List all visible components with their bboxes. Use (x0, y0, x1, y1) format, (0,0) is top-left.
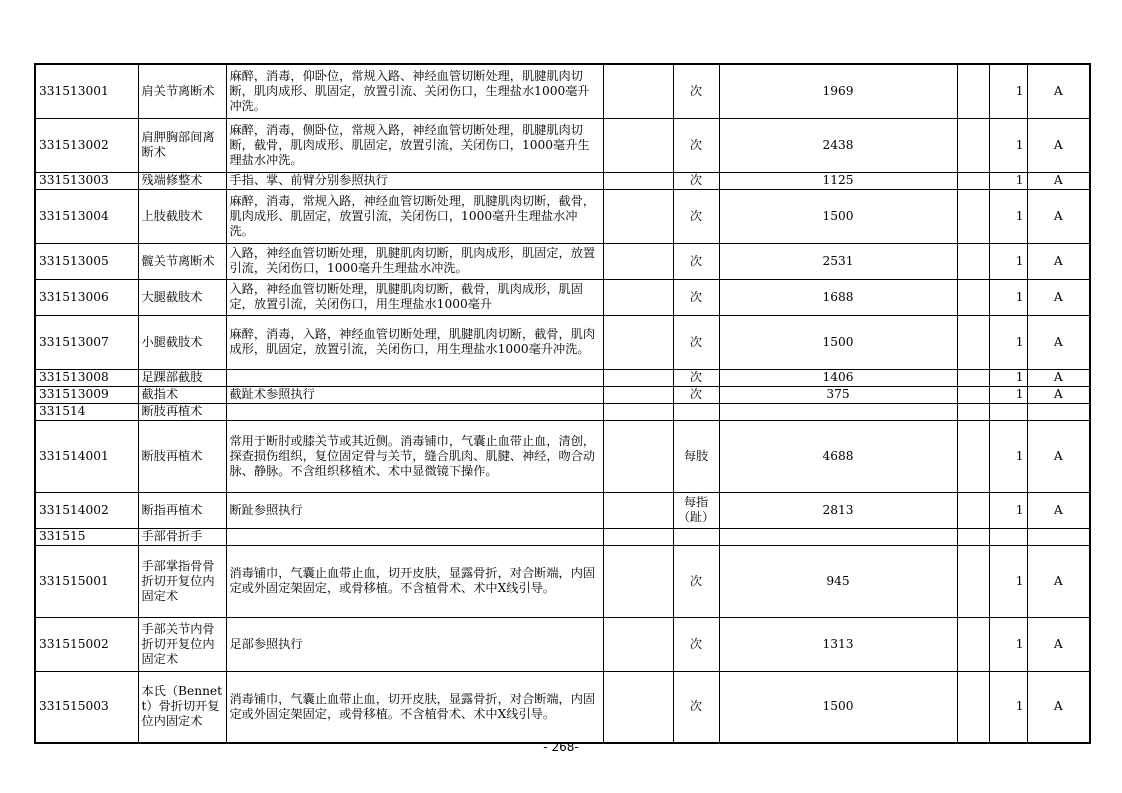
item-class-cell: A (1027, 315, 1090, 369)
item-code-cell: 331514 (35, 403, 138, 420)
item-content-cell: 断趾参照执行 (226, 492, 603, 528)
item-content-cell: 麻醉，消毒，入路，神经血管切断处理，肌腱肌肉切断，截骨，肌肉成形，肌固定，放置引流，关闭伤口，用生理盐水1000毫升冲洗。 (226, 315, 603, 369)
item-quantity-cell: 1 (989, 492, 1027, 528)
item-class-cell: A (1027, 279, 1090, 315)
item-quantity-cell: 1 (989, 386, 1027, 403)
item-quantity-cell: 1 (989, 243, 1027, 279)
item-note-cell (957, 118, 989, 172)
spacer-cell (603, 420, 673, 492)
item-price-cell: 1688 (719, 279, 957, 315)
table-row (35, 671, 1090, 743)
item-name-cell: 手部掌指骨骨折切开复位内固定术 (138, 545, 226, 617)
item-price-cell: 1406 (719, 369, 957, 386)
item-code-cell: 331514001 (35, 420, 138, 492)
item-quantity-cell: 1 (989, 617, 1027, 671)
item-code-cell: 331513004 (35, 189, 138, 243)
item-quantity-cell: 1 (989, 420, 1027, 492)
item-class-cell: A (1027, 617, 1090, 671)
item-unit-cell: 次 (673, 369, 719, 386)
item-unit-cell: 次 (673, 189, 719, 243)
spacer-cell (603, 315, 673, 369)
item-note-cell (957, 403, 989, 420)
item-code-cell: 331513005 (35, 243, 138, 279)
item-class-cell: A (1027, 189, 1090, 243)
item-code-cell: 331514002 (35, 492, 138, 528)
item-quantity-cell: 1 (989, 172, 1027, 189)
item-content-cell: 麻醉，消毒，常规入路，神经血管切断处理，肌腱肌肉切断，截骨，肌肉成形、肌固定，放置引流，关闭伤口，1000毫升生理盐水冲洗。 (226, 189, 603, 243)
item-code-cell: 331513003 (35, 172, 138, 189)
spacer-cell (603, 279, 673, 315)
spacer-cell (603, 617, 673, 671)
item-name-cell: 残端修整术 (138, 172, 226, 189)
item-unit-cell: 次 (673, 617, 719, 671)
table-row (35, 369, 1090, 386)
item-content-cell (226, 528, 603, 545)
item-name-cell: 肩胛胸部间离断术 (138, 118, 226, 172)
item-price-cell (719, 528, 957, 545)
item-quantity-cell: 1 (989, 671, 1027, 743)
table-row (35, 386, 1090, 403)
item-content-cell: 麻醉，消毒，侧卧位，常规入路，神经血管切断处理，肌腱肌肉切断，截骨，肌肉成形、肌固定，放置引流，关闭伤口，1000毫升生理盐水冲洗。 (226, 118, 603, 172)
item-price-cell: 375 (719, 386, 957, 403)
item-quantity-cell: 1 (989, 315, 1027, 369)
item-quantity-cell: 1 (989, 189, 1027, 243)
item-code-cell: 331515 (35, 528, 138, 545)
item-price-cell: 1969 (719, 64, 957, 118)
item-unit-cell (673, 403, 719, 420)
spacer-cell (603, 64, 673, 118)
spacer-cell (603, 492, 673, 528)
item-unit-cell: 次 (673, 64, 719, 118)
item-code-cell: 331513001 (35, 64, 138, 118)
spacer-cell (603, 528, 673, 545)
item-quantity-cell (989, 528, 1027, 545)
item-name-cell: 断指再植术 (138, 492, 226, 528)
item-class-cell: A (1027, 386, 1090, 403)
item-unit-cell: 次 (673, 386, 719, 403)
table-row (35, 528, 1090, 545)
table-row (35, 617, 1090, 671)
item-content-cell: 消毒铺巾，气囊止血带止血，切开皮肤，显露骨折，对合断端，内固定或外固定架固定，或骨移植。不含植骨术、术中X线引导。 (226, 671, 603, 743)
item-note-cell (957, 671, 989, 743)
item-note-cell (957, 172, 989, 189)
item-unit-cell: 每指（趾） (673, 492, 719, 528)
item-note-cell (957, 420, 989, 492)
item-class-cell: A (1027, 545, 1090, 617)
item-class-cell: A (1027, 420, 1090, 492)
item-name-cell: 断肢再植术 (138, 420, 226, 492)
item-code-cell: 331513009 (35, 386, 138, 403)
item-note-cell (957, 492, 989, 528)
item-price-cell: 1500 (719, 315, 957, 369)
item-note-cell (957, 315, 989, 369)
item-note-cell (957, 189, 989, 243)
item-content-cell: 入路，神经血管切断处理，肌腱肌肉切断，肌肉成形，肌固定，放置引流，关闭伤口，1000毫升生理盐水冲洗。 (226, 243, 603, 279)
item-class-cell: A (1027, 172, 1090, 189)
table-row (35, 118, 1090, 172)
item-quantity-cell: 1 (989, 64, 1027, 118)
item-content-cell (226, 369, 603, 386)
item-price-cell: 2438 (719, 118, 957, 172)
item-code-cell: 331513006 (35, 279, 138, 315)
item-code-cell: 331515001 (35, 545, 138, 617)
item-unit-cell: 次 (673, 671, 719, 743)
item-content-cell (226, 403, 603, 420)
item-price-cell: 1313 (719, 617, 957, 671)
item-price-cell (719, 403, 957, 420)
item-name-cell: 上肢截肢术 (138, 189, 226, 243)
spacer-cell (603, 369, 673, 386)
spacer-cell (603, 172, 673, 189)
item-content-cell: 常用于断肘或膝关节或其近侧。消毒铺巾，气囊止血带止血，清创，探查损伤组织，复位固定骨与关节，缝合肌肉、肌腱、神经，吻合动脉、静脉。不含组织移植术、术中显微镜下操作。 (226, 420, 603, 492)
spacer-cell (603, 118, 673, 172)
item-price-cell: 945 (719, 545, 957, 617)
item-name-cell: 本氏（Bennett）骨折切开复位内固定术 (138, 671, 226, 743)
item-code-cell: 331515002 (35, 617, 138, 671)
item-class-cell (1027, 528, 1090, 545)
page-number: - 268- (543, 740, 579, 754)
item-unit-cell (673, 528, 719, 545)
spacer-cell (603, 403, 673, 420)
item-quantity-cell (989, 403, 1027, 420)
table-row (35, 172, 1090, 189)
item-name-cell: 小腿截肢术 (138, 315, 226, 369)
item-name-cell: 足踝部截肢 (138, 369, 226, 386)
table-row (35, 315, 1090, 369)
spacer-cell (603, 671, 673, 743)
table-row (35, 189, 1090, 243)
item-note-cell (957, 617, 989, 671)
item-content-cell: 截趾术参照执行 (226, 386, 603, 403)
item-content-cell: 消毒铺巾，气囊止血带止血，切开皮肤，显露骨折，对合断端，内固定或外固定架固定，或骨移植。不含植骨术、术中X线引导。 (226, 545, 603, 617)
table-row (35, 492, 1090, 528)
item-code-cell: 331513008 (35, 369, 138, 386)
item-price-cell: 2813 (719, 492, 957, 528)
table-row (35, 403, 1090, 420)
item-note-cell (957, 64, 989, 118)
item-note-cell (957, 279, 989, 315)
item-code-cell: 331515003 (35, 671, 138, 743)
item-name-cell: 断肢再植术 (138, 403, 226, 420)
item-unit-cell: 次 (673, 172, 719, 189)
spacer-cell (603, 189, 673, 243)
table-row (35, 420, 1090, 492)
item-code-cell: 331513002 (35, 118, 138, 172)
item-note-cell (957, 386, 989, 403)
table-row (35, 279, 1090, 315)
item-class-cell: A (1027, 492, 1090, 528)
item-price-cell: 1125 (719, 172, 957, 189)
item-quantity-cell: 1 (989, 545, 1027, 617)
item-unit-cell: 次 (673, 279, 719, 315)
item-code-cell: 331513007 (35, 315, 138, 369)
spacer-cell (603, 243, 673, 279)
item-class-cell: A (1027, 369, 1090, 386)
item-quantity-cell: 1 (989, 369, 1027, 386)
item-unit-cell: 次 (673, 243, 719, 279)
item-price-cell: 4688 (719, 420, 957, 492)
table-row (35, 64, 1090, 118)
item-class-cell: A (1027, 64, 1090, 118)
item-name-cell: 手部关节内骨折切开复位内固定术 (138, 617, 226, 671)
fee-table (34, 63, 1091, 744)
item-content-cell: 麻醉，消毒，仰卧位，常规入路、神经血管切断处理，肌腱肌肉切断，肌肉成形、肌固定，放置引流、关闭伤口，生理盐水1000毫升冲洗。 (226, 64, 603, 118)
item-class-cell: A (1027, 118, 1090, 172)
item-name-cell: 大腿截肢术 (138, 279, 226, 315)
table-row (35, 545, 1090, 617)
item-name-cell: 截指术 (138, 386, 226, 403)
item-class-cell: A (1027, 243, 1090, 279)
item-quantity-cell: 1 (989, 118, 1027, 172)
item-quantity-cell: 1 (989, 279, 1027, 315)
item-note-cell (957, 369, 989, 386)
item-class-cell (1027, 403, 1090, 420)
item-note-cell (957, 243, 989, 279)
item-class-cell: A (1027, 671, 1090, 743)
item-name-cell: 髋关节离断术 (138, 243, 226, 279)
spacer-cell (603, 386, 673, 403)
item-content-cell: 足部参照执行 (226, 617, 603, 671)
item-note-cell (957, 545, 989, 617)
item-name-cell: 肩关节离断术 (138, 64, 226, 118)
item-note-cell (957, 528, 989, 545)
item-price-cell: 2531 (719, 243, 957, 279)
spacer-cell (603, 545, 673, 617)
table-row (35, 243, 1090, 279)
item-price-cell: 1500 (719, 671, 957, 743)
item-content-cell: 入路，神经血管切断处理，肌腱肌肉切断，截骨，肌肉成形，肌固定，放置引流，关闭伤口，用生理盐水1000毫升 (226, 279, 603, 315)
item-price-cell: 1500 (719, 189, 957, 243)
item-unit-cell: 每肢 (673, 420, 719, 492)
item-content-cell: 手指、掌、前臂分别参照执行 (226, 172, 603, 189)
item-name-cell: 手部骨折手 (138, 528, 226, 545)
item-unit-cell: 次 (673, 545, 719, 617)
fee-table-container (34, 63, 1091, 744)
item-unit-cell: 次 (673, 118, 719, 172)
item-unit-cell: 次 (673, 315, 719, 369)
